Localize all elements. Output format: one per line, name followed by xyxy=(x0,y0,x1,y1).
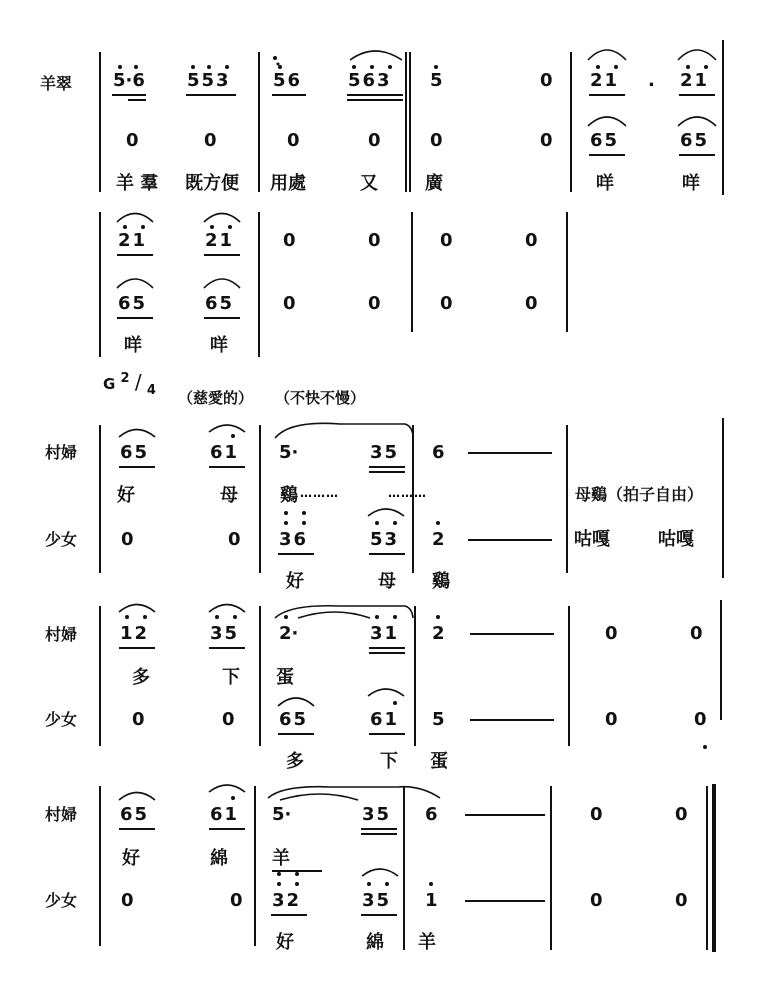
slur xyxy=(368,509,404,516)
note: 0 xyxy=(525,230,538,251)
grace-mark xyxy=(273,56,277,60)
slur xyxy=(350,51,402,60)
note: 31 xyxy=(370,623,400,644)
note: 0 xyxy=(283,293,296,314)
part-label-shaonu: 少女 xyxy=(45,891,78,910)
note: 65 xyxy=(120,442,150,463)
note: 5· xyxy=(279,442,299,463)
note: 0 xyxy=(440,293,453,314)
slur xyxy=(278,698,314,706)
lyric: 下 xyxy=(222,667,240,688)
note: 2 xyxy=(432,529,445,550)
note: 0 xyxy=(430,130,443,151)
slur xyxy=(588,117,626,126)
note: 35 xyxy=(210,623,240,644)
note: 0 xyxy=(540,70,553,91)
time-denominator: 4 xyxy=(146,383,156,398)
note: 21 xyxy=(205,230,235,251)
note: 0 xyxy=(690,623,703,644)
lyric: 好 xyxy=(286,571,304,592)
note: 0 xyxy=(675,804,688,825)
lyric: 咩 xyxy=(124,335,142,356)
note: 0 xyxy=(605,709,618,730)
note: 0 xyxy=(525,293,538,314)
part-label-cunfu: 村婦 xyxy=(45,805,78,824)
lyric: 咩 xyxy=(210,335,228,356)
slur xyxy=(117,279,153,288)
key-signature: G 2 / 4 xyxy=(103,370,156,398)
slur xyxy=(119,605,155,613)
note: 56 xyxy=(273,70,303,91)
grace-mark xyxy=(277,63,280,66)
note: 0 xyxy=(121,529,134,550)
note: 0 xyxy=(283,230,296,251)
lyric: 蛋 xyxy=(430,751,448,772)
slur xyxy=(209,605,245,613)
lyric: 綿 xyxy=(210,848,228,869)
note: 65 xyxy=(120,804,150,825)
slur xyxy=(588,50,626,60)
note: 2· xyxy=(279,623,299,644)
note: 6 xyxy=(432,442,445,463)
slur xyxy=(368,689,404,696)
lyric: 廣 xyxy=(425,173,443,194)
tempo-expression: （慈愛的） xyxy=(178,389,254,407)
lyric: 好 xyxy=(117,485,135,506)
lyric: 又 xyxy=(360,173,378,194)
note: 0 xyxy=(121,890,134,911)
lyric: 綿 xyxy=(366,932,384,953)
note: 61 xyxy=(210,442,240,463)
slur xyxy=(678,117,716,126)
lyric: 母 xyxy=(220,485,238,506)
note: . xyxy=(648,70,655,91)
slur xyxy=(280,794,358,800)
note: 65 xyxy=(590,130,620,151)
note: 0 xyxy=(368,130,381,151)
lyric: 咩 xyxy=(682,173,700,194)
note: 5· xyxy=(272,804,292,825)
note: 12 xyxy=(120,623,150,644)
note: 0 xyxy=(126,130,139,151)
note: 61 xyxy=(370,709,400,730)
slur xyxy=(275,423,413,438)
note: 6 xyxy=(425,804,438,825)
note: 65 xyxy=(118,293,148,314)
lyric: 咩 xyxy=(596,173,614,194)
lyric: 咕嘎 xyxy=(658,529,694,550)
note: 5 xyxy=(430,70,443,91)
note: 0 xyxy=(675,890,688,911)
note: 0 xyxy=(440,230,453,251)
note: 2 xyxy=(432,623,445,644)
note: 21 xyxy=(680,70,710,91)
note: 0 xyxy=(540,130,553,151)
note: 0 xyxy=(694,709,707,730)
note: 563 xyxy=(348,70,392,91)
slur xyxy=(204,279,240,288)
note: 0 xyxy=(222,709,235,730)
lyric: 下 xyxy=(380,751,398,772)
lyric: 多 xyxy=(132,667,150,688)
note: 553 xyxy=(187,70,231,91)
slur xyxy=(117,214,153,223)
part-label-shaonu: 少女 xyxy=(45,710,78,729)
note: 65 xyxy=(205,293,235,314)
part-label-shaonu: 少女 xyxy=(45,530,78,549)
slur xyxy=(298,612,370,618)
note: 32 xyxy=(272,890,302,911)
lyric: 多 xyxy=(286,751,304,772)
lyric: 鷄 xyxy=(280,485,298,506)
part-label-yangcui: 羊翠 xyxy=(40,74,73,93)
lyric: 用處 xyxy=(270,173,306,194)
lyric: 好 xyxy=(122,848,140,869)
note: 0 xyxy=(605,623,618,644)
slur xyxy=(362,869,398,876)
note: 21 xyxy=(118,230,148,251)
note: 61 xyxy=(210,804,240,825)
slur xyxy=(209,425,245,432)
lyric: 鷄 xyxy=(432,571,450,592)
note: 35 xyxy=(362,804,392,825)
lyric: 羊 羣 xyxy=(116,173,159,194)
note: 65 xyxy=(680,130,710,151)
note: 0 xyxy=(230,890,243,911)
lyric: 既方便 xyxy=(185,173,239,194)
note: 21 xyxy=(590,70,620,91)
slur xyxy=(209,785,245,792)
note: 0 xyxy=(590,890,603,911)
note: 0 xyxy=(287,130,300,151)
note: 0 xyxy=(368,293,381,314)
key-letter: G xyxy=(103,375,116,393)
lyric: 好 xyxy=(276,932,294,953)
note: 35 xyxy=(362,890,392,911)
note: 1 xyxy=(425,890,438,911)
note: 5·6 xyxy=(113,70,145,91)
lyric: 咕嘎 xyxy=(574,529,610,550)
note: 36 xyxy=(279,529,309,550)
note: 53 xyxy=(370,529,400,550)
note: 5 xyxy=(432,709,445,730)
note: 0 xyxy=(132,709,145,730)
part-label-cunfu: 村婦 xyxy=(45,443,78,462)
slur xyxy=(678,50,716,60)
lyric: ……… xyxy=(388,486,427,500)
slur xyxy=(119,793,155,801)
note: 0 xyxy=(368,230,381,251)
lyric: 蛋 xyxy=(276,667,294,688)
time-numerator: 2 xyxy=(120,371,130,386)
part-label-cunfu: 村婦 xyxy=(45,625,78,644)
slur xyxy=(119,430,155,438)
lyric: 母鷄（拍子自由） xyxy=(575,485,704,504)
tempo-speed: （不快不慢） xyxy=(275,389,366,407)
lyric: 母 xyxy=(378,571,396,592)
lyric: 羊 xyxy=(418,932,436,953)
note: 35 xyxy=(370,442,400,463)
note: 65 xyxy=(279,709,309,730)
note: 0 xyxy=(204,130,217,151)
lyric: 羊 xyxy=(272,848,290,869)
slur xyxy=(204,214,240,223)
lyric: ……… xyxy=(300,486,339,500)
note: 0 xyxy=(590,804,603,825)
note: 0 xyxy=(228,529,241,550)
